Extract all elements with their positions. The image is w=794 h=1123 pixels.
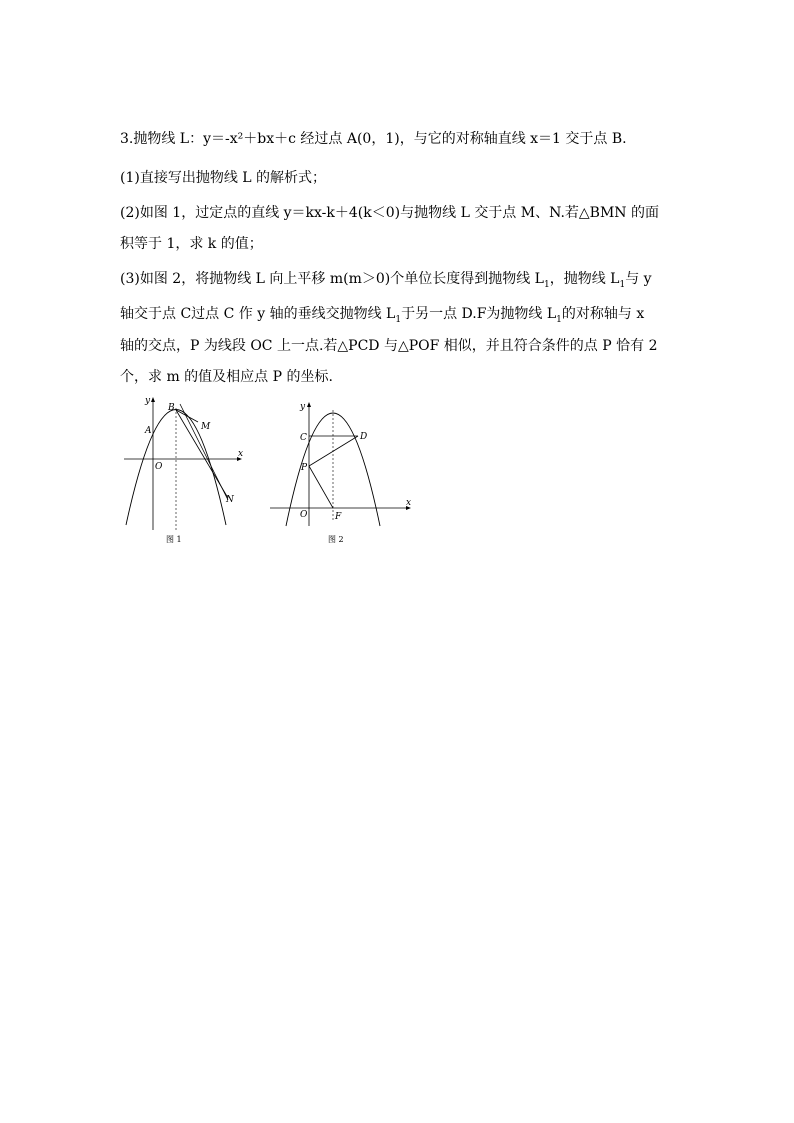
subscript: 1 bbox=[395, 314, 402, 325]
label-b: B bbox=[168, 403, 175, 413]
problem-line-3: (2)如图 1，过定点的直线 y＝kx-k＋4(k＜0)与抛物线 L 交于点 M、N.若△BMN 的面 bbox=[120, 205, 659, 221]
problem-line-2: (1)直接写出抛物线 L 的解析式； bbox=[120, 170, 327, 186]
subscript: 1 bbox=[556, 314, 562, 325]
figure-1 bbox=[118, 392, 248, 547]
label-x: x bbox=[238, 449, 244, 459]
label-x: x bbox=[406, 498, 412, 508]
problem-statement bbox=[120, 128, 627, 148]
label-o: O bbox=[300, 510, 308, 520]
subscript: 1 bbox=[543, 279, 550, 290]
problem-line-8: 个，求 m 的值及相应点 P 的坐标. bbox=[120, 369, 333, 385]
problem-line-7: 轴的交点，P 为线段 OC 上一点.若△PCD 与△POF 相似，并且符合条件的点 P 恰有 2 bbox=[120, 338, 658, 354]
label-m: M bbox=[201, 422, 211, 432]
parabola-l bbox=[126, 410, 226, 526]
label-d: D bbox=[360, 432, 368, 442]
problem-line-1: 3.抛物线 L：y＝-x²＋bx＋c 经过点 A(0，1)，与它的对称轴直线 x＝1 交于点 B. bbox=[120, 131, 627, 147]
problem-line-5b: ，抛物线 L bbox=[549, 271, 620, 287]
label-y: y bbox=[300, 402, 306, 412]
part-2-cont bbox=[120, 233, 263, 253]
caption-figure-1: 图 1 bbox=[166, 535, 182, 544]
part-3-cont-3 bbox=[120, 366, 333, 386]
part-1 bbox=[120, 167, 326, 187]
y-axis-arrow bbox=[307, 402, 311, 407]
segment-pd bbox=[309, 436, 358, 466]
label-y: y bbox=[145, 396, 151, 406]
label-o: O bbox=[155, 462, 163, 472]
figure-2 bbox=[266, 392, 416, 547]
label-p: P bbox=[301, 463, 308, 473]
part-2 bbox=[120, 202, 659, 222]
line-mn bbox=[180, 404, 228, 500]
segment-pf bbox=[309, 466, 333, 508]
label-a: A bbox=[145, 426, 152, 436]
part-3-cont-2 bbox=[120, 335, 658, 355]
label-f: F bbox=[335, 512, 342, 522]
part-3 bbox=[120, 268, 652, 290]
problem-line-5c: 与 y bbox=[625, 271, 652, 287]
caption-figure-2: 图 2 bbox=[328, 535, 344, 544]
part-3-cont bbox=[120, 303, 644, 325]
problem-line-5a: (3)如图 2，将抛物线 L 向上平移 m(m＞0)个单位长度得到抛物线 L bbox=[120, 271, 544, 287]
figure-2-diagram bbox=[266, 392, 416, 547]
problem-line-6c: 的对称轴与 x bbox=[561, 306, 645, 322]
y-axis-arrow bbox=[151, 397, 155, 402]
problem-line-4: 积等于 1，求 k 的值； bbox=[120, 236, 263, 252]
figure-1-diagram bbox=[118, 392, 248, 547]
label-c: C bbox=[300, 433, 307, 443]
problem-line-6b: 于另一点 D.F为抛物线 L bbox=[401, 306, 557, 322]
subscript: 1 bbox=[619, 279, 626, 290]
problem-line-6a: 轴交于点 C过点 C 作 y 轴的垂线交抛物线 L bbox=[120, 306, 396, 322]
label-n: N bbox=[226, 495, 234, 505]
